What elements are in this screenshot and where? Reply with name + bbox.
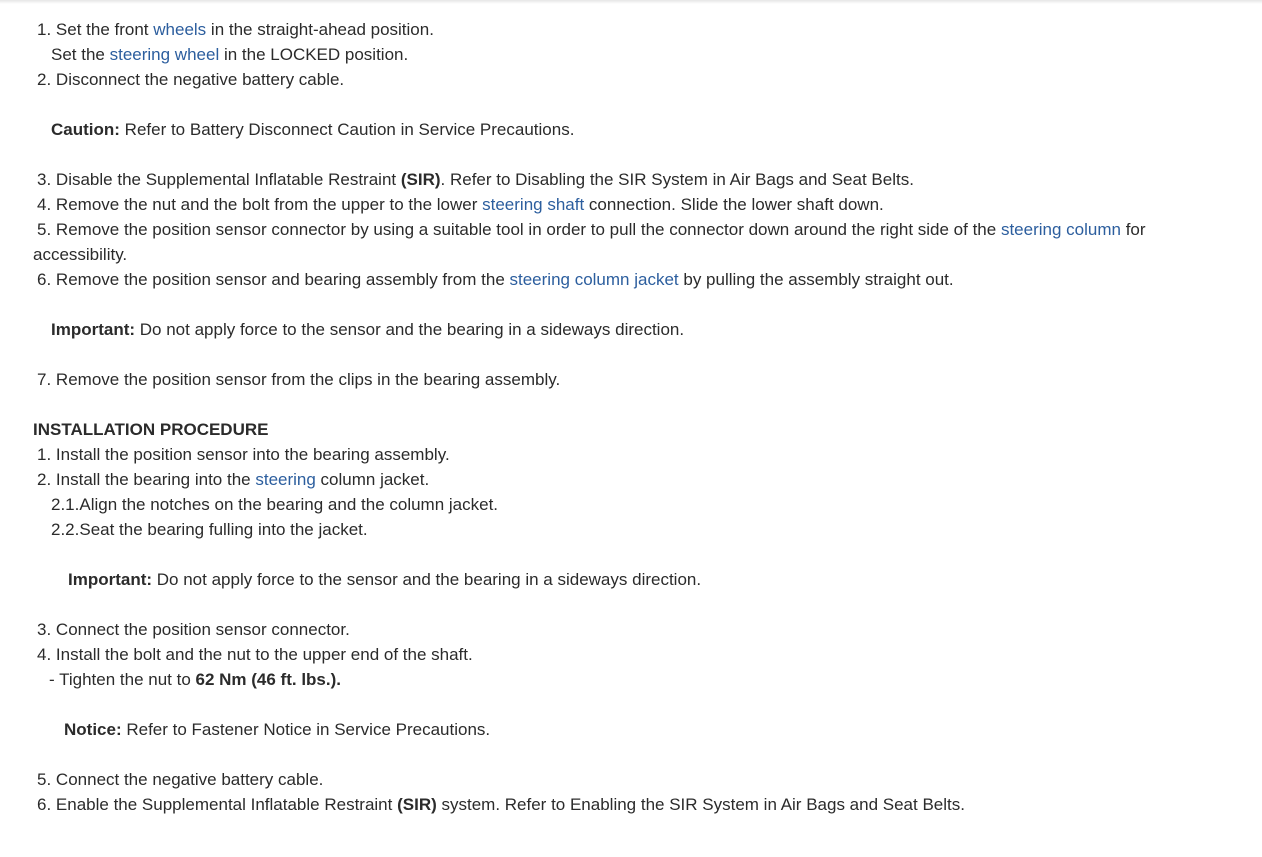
notice-text: Refer to Fastener Notice in Service Precautions. — [121, 720, 491, 739]
sir-bold: (SIR) — [400, 170, 441, 189]
notice-label: Notice: — [64, 720, 122, 739]
steering-link[interactable]: steering — [255, 470, 316, 489]
install-step-2 — [33, 467, 1238, 492]
step-number: 5. — [37, 770, 52, 789]
step-number: 4. — [37, 645, 52, 664]
steering-column-jacket-link[interactable]: steering column jacket — [509, 270, 679, 289]
step-number: 2. — [37, 70, 52, 89]
important-note — [33, 317, 1238, 342]
wheels-link[interactable]: wheels — [153, 20, 207, 39]
torque-spec: 62 Nm (46 ft. lbs.). — [195, 670, 341, 689]
spacer — [33, 292, 1238, 317]
step-text: column jacket. — [315, 470, 430, 489]
step-text: Remove the position sensor and bearing assembly from the — [55, 270, 510, 289]
step-text: Install the bearing into the — [55, 470, 256, 489]
step-text: Align the notches on the bearing and the column jacket. — [79, 495, 499, 514]
step-text: Remove the position sensor connector by using a suitable tool in order to pull the connector down around the right side of the — [55, 220, 1001, 239]
spacer — [33, 692, 1238, 717]
step-text: Install the position sensor into the bearing assembly. — [55, 445, 450, 464]
step-text: Tighten the nut to — [59, 670, 196, 689]
install-substep-2-2 — [33, 517, 1238, 542]
top-shadow — [0, 0, 1262, 4]
removal-step-1-continued — [33, 42, 1238, 67]
removal-step-5 — [33, 217, 1238, 267]
step-text: Remove the nut and the bolt from the upper to the lower — [55, 195, 483, 214]
important-label: Important: — [68, 570, 153, 589]
notice-note — [33, 717, 1238, 742]
caution-text: Refer to Battery Disconnect Caution in Service Precautions. — [119, 120, 575, 139]
step-number: 1. — [37, 445, 52, 464]
step-number: 1. — [37, 20, 52, 39]
step-text: Connect the position sensor connector. — [55, 620, 350, 639]
step-number: 3. — [37, 170, 52, 189]
step-text: Remove the position sensor from the clips in the bearing assembly. — [55, 370, 561, 389]
step-text: Install the bolt and the nut to the upper end of the shaft. — [55, 645, 473, 664]
spacer — [33, 542, 1238, 567]
removal-step-1 — [33, 17, 1238, 42]
install-substep-2-1 — [33, 492, 1238, 517]
removal-step-6 — [33, 267, 1238, 292]
install-step-6 — [33, 792, 1238, 817]
step-number: 7. — [37, 370, 52, 389]
spacer — [33, 92, 1238, 117]
installation-heading: INSTALLATION PROCEDURE — [33, 420, 269, 439]
install-step-3 — [33, 617, 1238, 642]
important-label: Important: — [51, 320, 136, 339]
caution-label: Caution: — [51, 120, 120, 139]
step-text: Connect the negative battery cable. — [55, 770, 324, 789]
install-step-4-sub — [33, 667, 1238, 692]
step-text: Disable the Supplemental Inflatable Restraint — [55, 170, 401, 189]
important-text: Do not apply force to the sensor and the bearing in a sideways direction. — [135, 320, 685, 339]
step-text: Set the front — [55, 20, 154, 39]
step-text: Seat the bearing fulling into the jacket. — [79, 520, 368, 539]
step-text: Enable the Supplemental Inflatable Restraint — [55, 795, 398, 814]
step-text: in the LOCKED position. — [219, 45, 409, 64]
step-text: Disconnect the negative battery cable. — [55, 70, 345, 89]
steering-wheel-link[interactable]: steering wheel — [109, 45, 220, 64]
removal-step-4 — [33, 192, 1238, 217]
spacer — [33, 142, 1238, 167]
substep-number: 2.2. — [51, 520, 80, 539]
caution-note — [33, 117, 1238, 142]
step-text: connection. Slide the lower shaft down. — [584, 195, 884, 214]
step-number: 6. — [37, 270, 52, 289]
install-step-5 — [33, 767, 1238, 792]
step-number: 6. — [37, 795, 52, 814]
step-number: 2. — [37, 470, 52, 489]
substep-number: 2.1. — [51, 495, 80, 514]
install-important-note — [33, 567, 1238, 592]
steering-shaft-link[interactable]: steering shaft — [482, 195, 585, 214]
install-step-4 — [33, 642, 1238, 667]
step-number: 4. — [37, 195, 52, 214]
spacer — [33, 742, 1238, 767]
spacer — [33, 392, 1238, 417]
removal-step-7 — [33, 367, 1238, 392]
procedure-document — [33, 17, 1238, 817]
removal-step-3 — [33, 167, 1238, 192]
install-step-1 — [33, 442, 1238, 467]
important-text: Do not apply force to the sensor and the bearing in a sideways direction. — [152, 570, 702, 589]
step-text: system. Refer to Enabling the SIR System in Air Bags and Seat Belts. — [436, 795, 965, 814]
steering-column-link[interactable]: steering column — [1000, 220, 1121, 239]
step-number: 5. — [37, 220, 52, 239]
step-text: Set the — [51, 45, 110, 64]
sir-bold: (SIR) — [397, 795, 437, 814]
step-text: in the straight-ahead position. — [206, 20, 434, 39]
removal-step-2 — [33, 67, 1238, 92]
step-text: by pulling the assembly straight out. — [678, 270, 954, 289]
spacer — [33, 342, 1238, 367]
step-number: 3. — [37, 620, 52, 639]
step-text: for accessibility. — [33, 220, 1146, 264]
step-text: . Refer to Disabling the SIR System in Air Bags and Seat Belts. — [440, 170, 914, 189]
spacer — [33, 592, 1238, 617]
dash-bullet: - — [49, 670, 55, 689]
